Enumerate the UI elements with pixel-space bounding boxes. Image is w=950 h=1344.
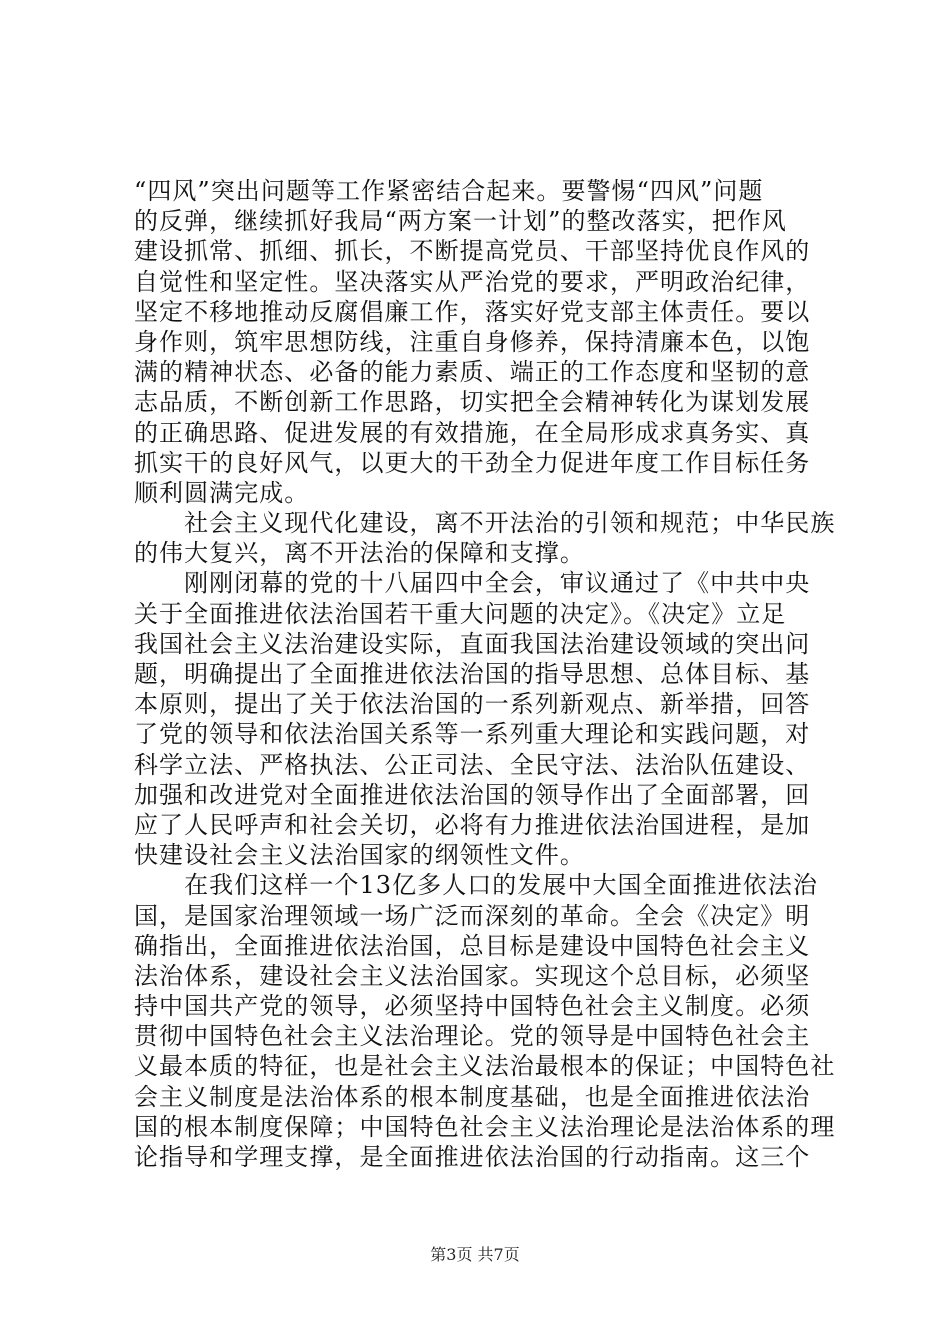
text-line: 了党的领导和依法治国关系等一系列重大理论和实践问题，对 (134, 720, 811, 749)
text-line: 国的根本制度保障；中国特色社会主义法治理论是法治体系的理 (134, 1112, 836, 1141)
text-line: 会主义制度是法治体系的根本制度基础，也是全面推进依法治 (134, 1082, 811, 1111)
text-line: 抓实干的良好风气，以更大的干劲全力促进年度工作目标任务 (134, 448, 811, 477)
text-line: 加强和改进党对全面推进依法治国的领导作出了全面部署，回 (134, 780, 811, 809)
text-line: 义最本质的特征，也是社会主义法治最根本的保证；中国特色社 (134, 1052, 836, 1081)
text-line: 法治体系，建设社会主义法治国家。实现这个总目标，必须坚 (134, 961, 811, 990)
text-line: 题，明确提出了全面推进依法治国的指导思想、总体目标、基 (134, 660, 811, 688)
text-line: 持中国共产党的领导，必须坚持中国特色社会主义制度。必须 (134, 992, 811, 1021)
text-line: 自觉性和坚定性。坚决落实从严治党的要求，严明政治纪律， (134, 267, 811, 296)
text-line: 快建设社会主义法治国家的纲领性文件。 (134, 841, 585, 870)
text-line: 关于全面推进依法治国若干重大问题的决定》。《决定》立足 (134, 599, 787, 628)
text-line: 满的精神状态、必备的能力素质、端正的工作态度和坚韧的意 (134, 358, 811, 387)
page-number-label: 第3页 共7页 (430, 1245, 520, 1264)
page-footer (0, 1244, 950, 1266)
text-line: 我国社会主义法治建设实际，直面我国法治建设领域的突出问 (134, 629, 811, 658)
text-line: 志品质，不断创新工作思路，切实把全会精神转化为谋划发展 (134, 388, 811, 417)
text-line: “四风”突出问题等工作紧密结合起来。要警惕“四风”问题 (134, 177, 764, 205)
text-line: 的反弹，继续抓好我局“两方案一计划”的整改落实，把作风 (134, 207, 787, 236)
text-line: 本原则，提出了关于依法治国的一系列新观点、新举措，回答 (134, 690, 811, 719)
text-line: 的伟大复兴，离不开法治的保障和支撑。 (134, 539, 585, 568)
text-line: 建设抓常、抓细、抓长，不断提高党员、干部坚持优良作风的 (134, 237, 811, 266)
body-text (134, 176, 836, 1172)
text-line: 的正确思路、促进发展的有效措施，在全局形成求真务实、真 (134, 418, 811, 447)
text-line: 在我们这样一个13亿多人口的发展中大国全面推进依法治 (134, 871, 818, 900)
text-line: 坚定不移地推动反腐倡廉工作，落实好党支部主体责任。要以 (134, 297, 811, 326)
text-line: 顺利圆满完成。 (134, 478, 310, 507)
text-line: 科学立法、严格执法、公正司法、全民守法、法治队伍建设、 (134, 750, 811, 779)
text-line: 论指导和学理支撑，是全面推进依法治国的行动指南。这三个 (134, 1143, 811, 1171)
text-line: 社会主义现代化建设，离不开法治的引领和规范；中华民族 (134, 509, 836, 538)
text-line: 贯彻中国特色社会主义法治理论。党的领导是中国特色社会主 (134, 1022, 811, 1051)
text-line: 应了人民呼声和社会关切，必将有力推进依法治国进程，是加 (134, 810, 811, 839)
text-line: 刚刚闭幕的党的十八届四中全会，审议通过了《中共中央 (134, 569, 811, 598)
text-line: 身作则，筑牢思想防线，注重自身修养，保持清廉本色，以饱 (134, 327, 811, 356)
text-line: 国，是国家治理领域一场广泛而深刻的革命。全会《决定》明 (134, 901, 811, 930)
text-line: 确指出，全面推进依法治国，总目标是建设中国特色社会主义 (134, 931, 811, 960)
